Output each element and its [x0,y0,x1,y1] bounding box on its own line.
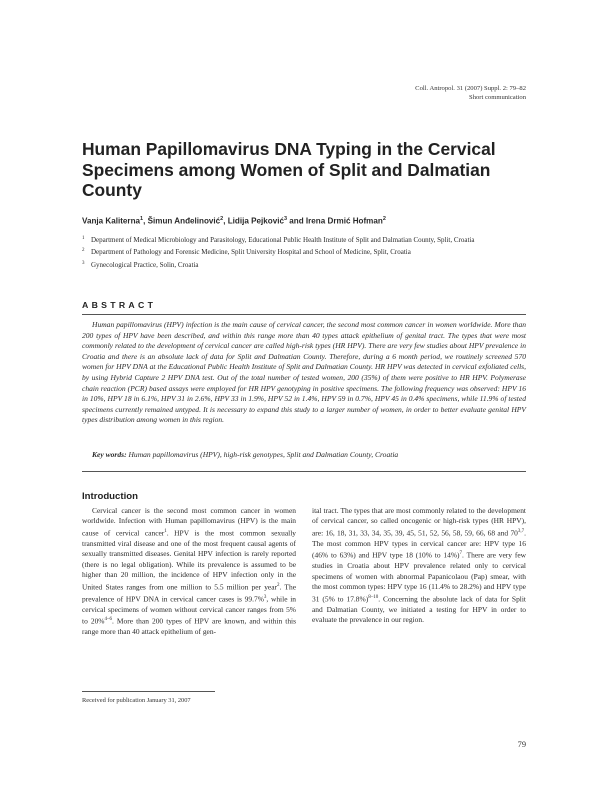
page-number: 79 [517,740,526,749]
keywords-label: Key words: [92,450,127,459]
affiliation [82,236,532,245]
keywords-text: Human papillomavirus (HPV), high-risk genotypes, Split and Dalmatian County, Croatia [128,450,399,459]
citation-marker: 4–6 [104,616,112,622]
section-heading-introduction: Introduction [82,491,138,502]
affiliation-marker: 1 [82,236,85,241]
abstract-top-rule [82,314,526,315]
affiliation-marker: 3 [82,260,85,266]
body-text: ital tract. The types that are most commonly related to the development of cervical cancer, so called oncogenic or high-risk types (HR HPV), are: 16, 18, 31, 33, 34, 35, 39, 45, 51, 52, 56, 58, 59, 66, 68 and 70 [312,506,526,538]
abstract-heading: ABSTRACT [82,300,157,310]
affiliation [82,248,532,257]
author-affiliation-marker: 1 [140,216,144,222]
body-text: . There are very few studies in Croatia about HPV prevalence related only to cervical specimens of women with abnormal Papanicolaou (Pap) smear, with the most common types: HPV type 16 (11.4% to 28.2%) and HPV type 31 (5% to 17.8%) [312,550,527,604]
body-text: Cervical cancer is the second most common cancer in women worldwide. Infection with Human papillomavirus (HPV) is the main cause of cervical cancer [82,506,296,538]
affiliation-text: Department of Pathology and Forensic Medicine, Split University Hospital and School of Medicine, Split, Croatia [91,248,411,257]
affiliation [82,261,532,270]
body-text: . HPV is the most common sexually transmitted viral disease and one of the most frequent causal agents of sexually transmitted diseases. Genital HPV infection is rarely reported (there is no legal obligation). While its prevalence is assumed to be higher than 20 million, the incidence of HPV infection only in the United States ranges from one million to 5.5 million per year [82,528,296,592]
body-text: . The prevalence of HPV DNA in cervical cancer cases is 99.7% [82,582,296,604]
paper-title: Human Papillomavirus DNA Typing in the Cervical Specimens among Women of Split and Dalmatian County [82,139,496,200]
body-text: . The most common HPV types in cervical cancer are: HPV type 16 (46% to 63%) and HPV type 18 (10% to 14%) [312,528,526,560]
citation-marker: 3 [263,594,267,600]
author-list: Vanja Kaliterna$^1$, Šimun Anđelinović$^2$, Lidija Pejković$^3$ and Irena Drmić Hofman$^2$ [82,216,386,226]
abstract-bottom-rule [82,471,526,472]
citation-marker: 8–10 [368,594,379,600]
body-text: . More than 200 types of HPV are known, and within this range more than 40 attack epithelium of gen- [82,616,297,636]
affiliation-marker: 2 [82,248,85,254]
author-name: Lidija Pejković [227,216,284,226]
footnote-rule [82,691,215,692]
journal-citation: Coll. Antropol. 31 (2007) Suppl. 2: 79–82 [415,85,526,92]
body-text: . Concerning the absolute lack of data for Split and Dalmatian County, we initiated a testing for HPV in order to evaluate the prevalence in our region. [312,594,526,624]
journal-header [415,84,526,102]
body-text: , while in cervical specimens of women without cervical cancer ranges from 5% to 20% [82,594,296,626]
keywords [82,450,526,461]
author-affiliation-marker: 3 [283,216,288,222]
author-name: Irena Drmić Hofman [305,216,383,226]
intro-paragraph-left [82,506,296,637]
abstract-text: Human papillomavirus (HPV) infection is the main cause of cervical cancer, the second most common cancer in women worldwide. More than 200 types of HPV have been described, and within this range more than 40 types attack epithelium of genital tract. The types that were most commonly related to the development of cervical cancer are called high-risk types (HR HPV). There are very few studies about HPV prevalence in Croatia and there is an absolute lack of data for Split and Dalmatian County. Therefore, during a 6 month period, we routinely screened 570 women for HPV DNA at the Educational Public Health Institute of Split and Dalmatian County. HR HPV was detected in cervical exfoliated cells, by using Hybrid Capture 2 HPV DNA test. Out of the total number of tested women, 200 (35%) of them were positive to HR HPV. Polymerase chain reaction (PCR) based assays were employed for HR HPV genotyping in positive specimens. The following frequency was observed: HPV 16 in 10%, HPV 18 in 6.1%, HPV 31 in 2.6%, HPV 33 in 1.9%, HPV 52 in 1.4%, HPV 59 in 0.7%, HPV 45 in 0.4% specimens, while 11.9% of tested specimens currently remained untyped. It is necessary to expand this study to a larger number of women, in order to better evaluate genital HPV types distribution among women in this region. [82,320,526,425]
affiliations [82,236,532,273]
intro-paragraph-right [312,506,526,625]
author-affiliation-marker: 2 [382,216,386,222]
affiliation-text: Department of Medical Microbiology and Parasitology, Educational Public Health Institute of Split and Dalmatian County, Split, Croatia [91,236,475,244]
citation-marker: 2 [277,582,280,588]
citation-marker: 1 [164,528,167,534]
citation-marker: 7 [459,551,463,557]
author-affiliation-marker: 2 [220,216,224,222]
author-name: Šimun Anđelinović [147,216,221,226]
intro-column-left [82,506,296,637]
footnote-received: Received for publication January 31, 2007 [82,697,191,704]
intro-column-right [312,506,526,625]
affiliation-text: Gynecological Practice, Solin, Croatia [91,260,199,269]
article-type: Short communication [469,94,526,101]
citation-marker: 3,7 [517,528,525,534]
author-name: Vanja Kaliterna [82,216,141,226]
